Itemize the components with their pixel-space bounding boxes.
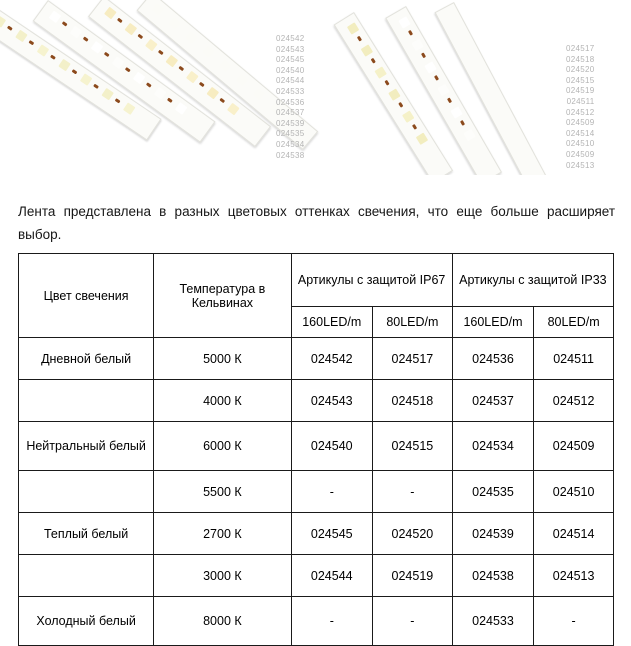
- code-line: 024538: [276, 150, 305, 160]
- code-line: 024544: [276, 76, 305, 86]
- cell-color: Дневной белый: [19, 338, 154, 380]
- cell-ip33-160: 024535: [452, 471, 533, 513]
- code-line: 024509: [566, 149, 595, 159]
- cell-ip67-80: 024515: [373, 422, 453, 471]
- led-strip-photo-band: [0, 0, 631, 175]
- code-line: 024545: [276, 55, 305, 65]
- cell-ip67-160: 024544: [291, 555, 372, 597]
- code-line: 024537: [276, 108, 305, 118]
- code-line: 024515: [566, 75, 595, 85]
- header-ip33: Артикулы с защитой IP33: [452, 254, 613, 307]
- cell-ip67-80: -: [373, 471, 453, 513]
- article-codes-left: [276, 34, 305, 161]
- table-header-row-main: [19, 254, 614, 307]
- cell-color: [19, 471, 154, 513]
- cell-kelvin: 6000 К: [154, 422, 291, 471]
- code-line: 024543: [276, 44, 305, 54]
- code-line: 024514: [566, 128, 595, 138]
- cell-ip33-80: 024512: [534, 380, 614, 422]
- header-ip33-160led: 160LED/m: [452, 307, 533, 338]
- code-line: 024535: [276, 129, 305, 139]
- cell-kelvin: 5000 К: [154, 338, 291, 380]
- cell-ip33-160: 024536: [452, 338, 533, 380]
- led-strip-group-left: [0, 0, 265, 175]
- article-codes-right: [566, 44, 595, 171]
- header-ip67-80led: 80LED/m: [373, 307, 453, 338]
- cell-ip33-80: 024509: [534, 422, 614, 471]
- cell-ip33-80: -: [534, 597, 614, 646]
- table-row: [19, 597, 614, 646]
- code-line: 024518: [566, 54, 595, 64]
- cell-ip67-160: 024542: [291, 338, 372, 380]
- cell-kelvin: 2700 К: [154, 513, 291, 555]
- code-line: 024512: [566, 107, 595, 117]
- code-line: 024513: [566, 160, 595, 170]
- code-line: 024509: [566, 118, 595, 128]
- code-line: 024517: [566, 44, 595, 53]
- table-body: [19, 338, 614, 646]
- code-line: 024519: [566, 86, 595, 96]
- code-line: 024520: [566, 65, 595, 75]
- header-ip33-80led: 80LED/m: [534, 307, 614, 338]
- code-line: 024542: [276, 34, 305, 43]
- spec-table-wrapper: [18, 253, 614, 646]
- cell-ip67-80: 024517: [373, 338, 453, 380]
- cell-ip33-80: 024513: [534, 555, 614, 597]
- cell-ip33-160: 024537: [452, 380, 533, 422]
- header-ip67-160led: 160LED/m: [291, 307, 372, 338]
- table-row: [19, 422, 614, 471]
- led-spec-table: [18, 253, 614, 646]
- cell-ip67-160: -: [291, 597, 372, 646]
- cell-ip33-80: 024511: [534, 338, 614, 380]
- cell-color: Нейтральный белый: [19, 422, 154, 471]
- table-row: [19, 471, 614, 513]
- code-line: 024539: [276, 118, 305, 128]
- cell-kelvin: 8000 К: [154, 597, 291, 646]
- code-line: 024510: [566, 139, 595, 149]
- cell-color: Теплый белый: [19, 513, 154, 555]
- cell-color: [19, 380, 154, 422]
- code-line: 024536: [276, 97, 305, 107]
- cell-color: [19, 555, 154, 597]
- cell-ip67-160: -: [291, 471, 372, 513]
- table-row: [19, 338, 614, 380]
- intro-paragraph: Лента представлена в разных цветовых оттенках свечения, что еще больше расширяет выбор.: [18, 203, 615, 242]
- cell-kelvin: 5500 К: [154, 471, 291, 513]
- cell-ip67-80: -: [373, 597, 453, 646]
- cell-ip67-80: 024519: [373, 555, 453, 597]
- table-head: [19, 254, 614, 338]
- cell-kelvin: 4000 К: [154, 380, 291, 422]
- cell-ip67-160: 024543: [291, 380, 372, 422]
- table-row: [19, 555, 614, 597]
- cell-ip33-160: 024534: [452, 422, 533, 471]
- led-strip-group-middle: [358, 0, 508, 175]
- cell-ip67-80: 024520: [373, 513, 453, 555]
- cell-ip67-160: 024540: [291, 422, 372, 471]
- header-color: Цвет свечения: [19, 254, 154, 338]
- cell-color: Холодный белый: [19, 597, 154, 646]
- header-kelvin: Температура в Кельвинах: [154, 254, 291, 338]
- cell-ip33-80: 024510: [534, 471, 614, 513]
- table-row: [19, 513, 614, 555]
- cell-kelvin: 3000 К: [154, 555, 291, 597]
- cell-ip33-80: 024514: [534, 513, 614, 555]
- code-line: 024533: [276, 86, 305, 96]
- cell-ip67-160: 024545: [291, 513, 372, 555]
- code-line: 024511: [566, 96, 595, 106]
- cell-ip33-160: 024539: [452, 513, 533, 555]
- cell-ip67-80: 024518: [373, 380, 453, 422]
- code-line: 024534: [276, 139, 305, 149]
- cell-ip33-160: 024538: [452, 555, 533, 597]
- header-ip67: Артикулы с защитой IP67: [291, 254, 452, 307]
- code-line: 024540: [276, 65, 305, 75]
- cell-ip33-160: 024533: [452, 597, 533, 646]
- table-row: [19, 380, 614, 422]
